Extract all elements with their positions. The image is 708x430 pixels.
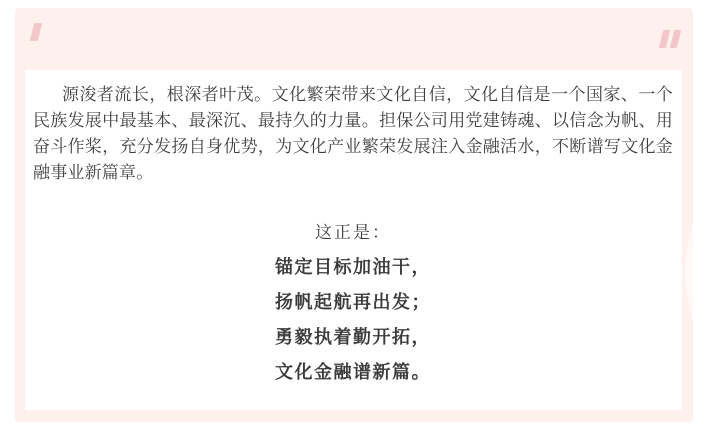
close-quote-bar: [659, 30, 670, 48]
quote-card: [25, 70, 682, 410]
close-quote-icon: [661, 30, 679, 48]
open-quote-icon: [30, 23, 42, 41]
quote-paragraph: 源浚者流长，根深者叶茂。文化繁荣带来文化自信，文化自信是一个国家、一个民族发展中最基本、最深沉、最持久的力量。担保公司用党建铸魂、以信念为帆、用奋斗作桨，充分发扬自身优势，为文化产业繁荣发展注入金融活水，不断谱写文化金融事业新篇章。: [33, 85, 673, 182]
verse-line-3: 勇毅执着勤开拓，: [275, 327, 431, 347]
verse-line-1: 锚定目标加油干，: [275, 257, 431, 277]
verse-intro: 这正是：: [315, 223, 391, 242]
verse-line-2: 扬帆起航再出发；: [275, 292, 431, 312]
quote-panel: [15, 8, 693, 422]
close-quote-bar: [670, 30, 681, 48]
verse-line-4: 文化金融谱新篇。: [275, 362, 431, 382]
background-circle-decoration: [685, 123, 693, 422]
